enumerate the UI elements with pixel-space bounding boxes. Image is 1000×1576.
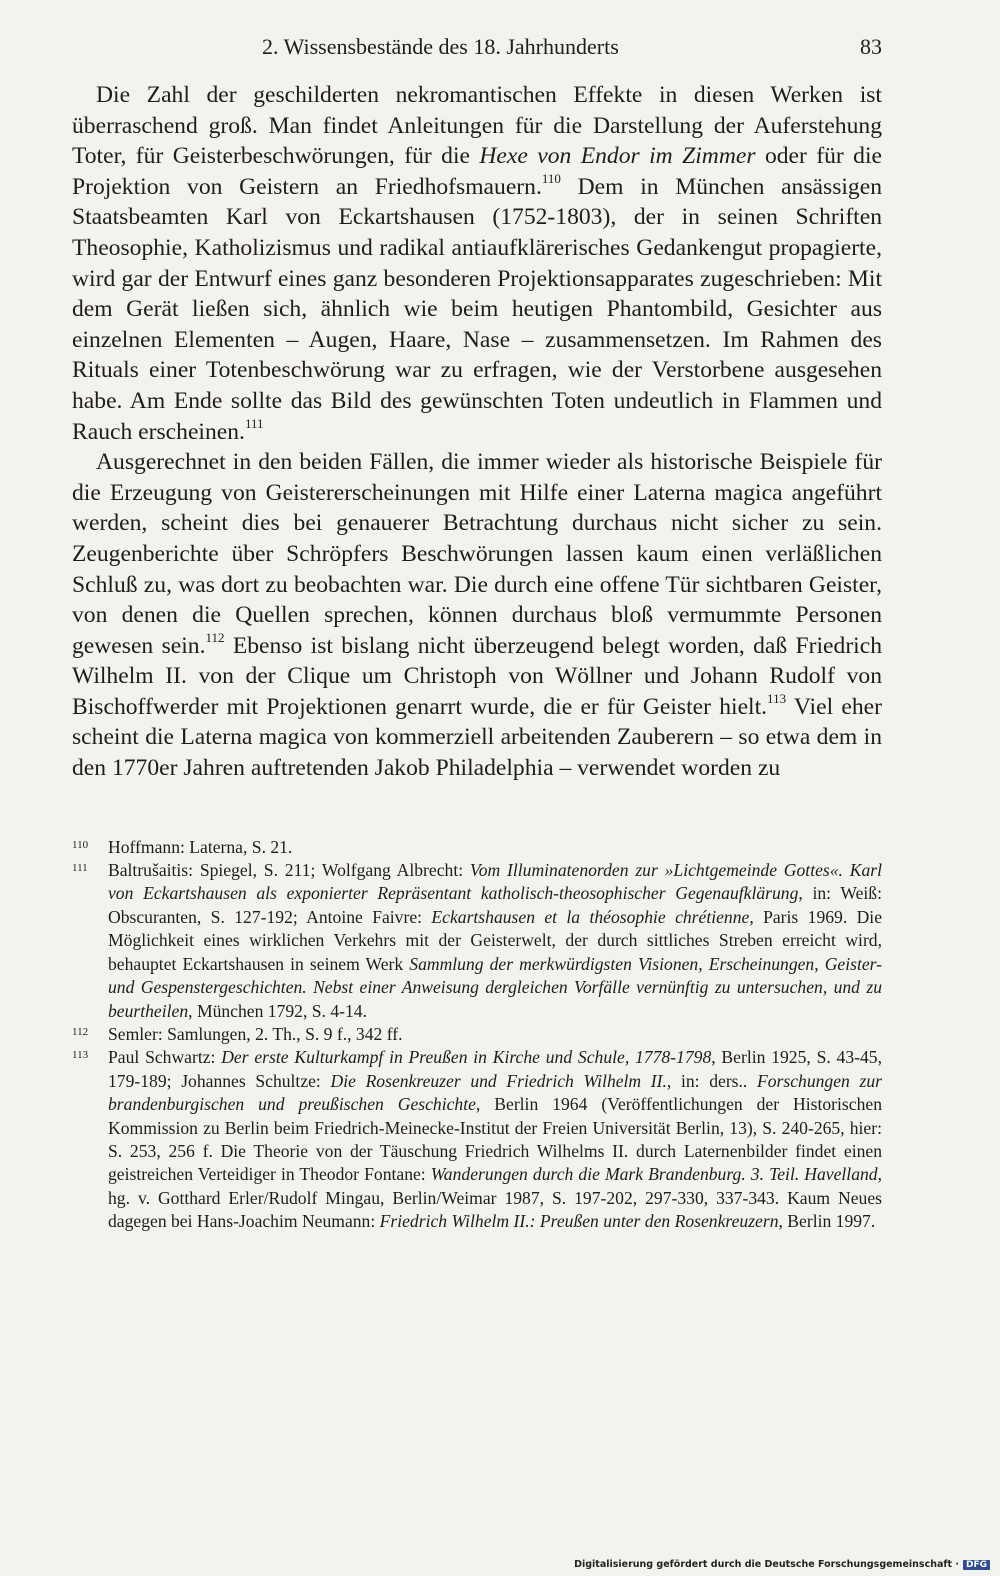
italic-title: Sammlung der merkwürdigsten Visionen, Erscheinungen, Geister- und Gespenstergeschichten. Nebst einer Anweisung dergleichen Vorfälle vernünftig zu untersuchen, und zu beurtheilen <box>108 953 883 1021</box>
text-run: , Paris 1969. Die Möglichkeit eines wirklichen Verkehrs mit der Geisterwelt, der durch sittliches Streben erreicht wird, behauptet Eckartshausen in seinem Werk <box>108 906 883 974</box>
footnote-ref[interactable]: 113 <box>767 691 787 707</box>
paragraph-1 <box>72 80 882 447</box>
italic-title: Wanderungen durch die Mark Brandenburg. 3. Teil. Havelland <box>430 1164 878 1185</box>
italic-title: Der erste Kulturkampf in Preußen in Kirche und Schule, 1778-1798 <box>221 1047 712 1068</box>
footnote-text <box>108 859 882 1023</box>
main-text <box>72 80 882 784</box>
footnote-number: 111 <box>72 862 88 875</box>
footnote-ref[interactable]: 112 <box>205 629 225 645</box>
dfg-logo-icon: DFG <box>963 1560 990 1570</box>
book-page <box>72 34 882 1234</box>
italic-title: Forschungen zur brandenburgischen und preußischen Geschichte <box>108 1070 882 1115</box>
italic-title: Friedrich Wilhelm II.: Preußen unter den Rosenkreuzern <box>379 1211 779 1232</box>
footnote-113 <box>72 1046 882 1233</box>
text-run: , München 1792, S. 4-14. <box>188 1000 367 1021</box>
footnote-110 <box>72 836 882 859</box>
footnote-text <box>108 1046 882 1233</box>
footnote-ref[interactable]: 111 <box>244 415 264 431</box>
footnote-text: Semler: Samlungen, 2. Th., S. 9 f., 342 ff. <box>108 1023 403 1044</box>
footnote-111 <box>72 859 882 1023</box>
text-run: oder für die Projektion von Geistern an Friedhofsmauern. <box>72 143 883 200</box>
text-run: Paul Schwartz: <box>108 1047 222 1068</box>
text-run: , Berlin 1997. <box>778 1211 876 1232</box>
text-run: , Berlin 1925, S. 43-45, 179-189; Johannes Schultze: <box>108 1047 882 1091</box>
text-run: , in: ders.. <box>666 1070 757 1091</box>
footnote-112 <box>72 1023 882 1046</box>
italic-title: Eckartshausen et la théosophie chrétienne <box>431 906 750 927</box>
credit-text: Digitalisierung gefördert durch die Deutsche Forschungsgemeinschaft · <box>574 1559 959 1570</box>
text-run: Dem in München ansässigen Staatsbeamten Karl von Eckartshausen (1752-1803), der in seinen Schriften Theosophie, Katholizismus und radikal antiaufklärerisches Gedankengut propagierte, wird gar der Entwurf eines ganz besonderen Projektionsapparates zugeschrieben: Mit dem Gerät ließen sich, ähnlich wie beim heutigen Phantombild, Gesichter aus einzelnen Elementen – Augen, Haare, Nase – zusammensetzen. Im Rahmen des Rituals einer Totenbeschwörung war zu erfragen, wie der Verstorbene ausgesehen habe. Am Ende sollte das Bild des gewünschten Toten undeutlich in Flammen und Rauch erscheinen. <box>72 173 882 445</box>
italic-title: Hexe von Endor im Zimmer <box>479 143 756 170</box>
text-run: , hg. v. Gotthard Erler/Rudolf Mingau, Berlin/Weimar 1987, S. 197-202, 297-330, 337-343. Kaum Neues dagegen bei Hans-Joachim Neumann: <box>108 1164 882 1232</box>
text-run: Ebenso ist bislang nicht überzeugend belegt worden, daß Friedrich Wilhelm II. von der Clique um Christoph von Wöllner und Johann Rudolf von Bischoffwerder mit Projektionen genarrt wurde, die er für Geister hielt. <box>72 632 882 720</box>
running-header <box>72 34 882 60</box>
paragraph-2 <box>72 447 882 784</box>
text-run: Die Zahl der geschilderten nekromantischen Effekte in diesen Werken ist überraschend groß. Man findet Anleitungen für die Darstellung der Auferstehung Toter, für Geisterbeschwörungen, für die <box>72 82 882 170</box>
running-title: 2. Wissensbestände des 18. Jahrhunderts <box>262 34 619 59</box>
footnote-ref[interactable]: 110 <box>541 170 561 186</box>
footnote-text: Hoffmann: Laterna, S. 21. <box>108 836 293 857</box>
text-run: Ausgerechnet in den beiden Fällen, die immer wieder als historische Beispiele für die Erzeugung von Geistererscheinungen mit Hilfe einer Laterna magica angeführt werden, scheint dies bei genauerer Betrachtung durchaus nicht sicher zu sein. Zeugenberichte über Schröpfers Beschwörungen lassen kaum einen verläßlichen Schluß zu, was dort zu beobachten war. Die durch eine offene Tür sichtbaren Geister, von denen die Quellen sprechen, können durchaus bloß vermummte Personen gewesen sein. <box>72 449 882 659</box>
footnote-number: 113 <box>72 1049 89 1062</box>
footnote-number: 112 <box>72 1025 89 1038</box>
text-run: , Berlin 1964 (Veröffentlichungen der Historischen Kommission zu Berlin beim Friedrich-Meinecke-Institut der Freien Universität Berlin, 13), S. 240-265, hier: S. 253, 256 f. Die Theorie von der Täuschung Friedrich Wilhelms II. durch Laternenbilder findet einen geistreichen Verteidiger in Theodor Fontane: <box>108 1094 882 1185</box>
footnote-number: 110 <box>72 838 89 851</box>
footnotes <box>72 836 882 1234</box>
digitization-credit <box>574 1559 990 1570</box>
page-number: 83 <box>860 34 882 59</box>
text-run: , in: Weiß: Obscuranten, S. 127-192; Antoine Faivre: <box>108 883 882 927</box>
text-run: Baltrušaitis: Spiegel, S. 211; Wolfgang Albrecht: <box>108 860 470 881</box>
text-run: Viel eher scheint die Laterna magica von kommerziell arbeitenden Zauberern – so etwa dem in den 1770er Jahren auftretenden Jakob Philadelphia – verwendet worden zu <box>72 693 882 782</box>
italic-title: Vom Illuminatenorden zur »Lichtgemeinde Gottes«. Karl von Eckartshausen als exponierter Repräsentant katholisch-theosophischer Gegenaufklärung <box>108 860 882 904</box>
italic-title: Die Rosenkreuzer und Friedrich Wilhelm II. <box>330 1070 667 1091</box>
